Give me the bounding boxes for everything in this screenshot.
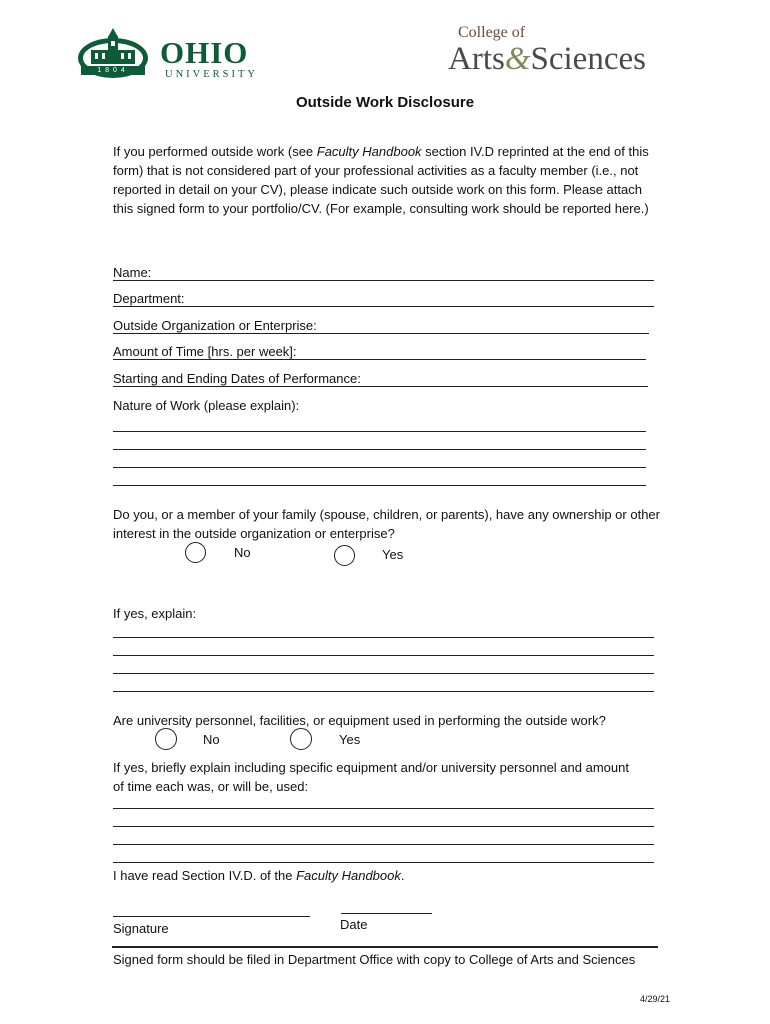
explain-line[interactable]: [113, 637, 654, 638]
explain-line[interactable]: [113, 826, 654, 827]
nature-line[interactable]: [113, 467, 646, 468]
nature-label: Nature of Work (please explain):: [113, 398, 300, 413]
footer-divider: [112, 946, 658, 948]
ack-text-2: .: [400, 868, 405, 883]
cas-wordmark: [448, 40, 646, 78]
resources-yes-label: Yes: [339, 732, 361, 747]
nature-line[interactable]: [113, 431, 646, 432]
time-label: Amount of Time [hrs. per week]:: [113, 344, 297, 359]
organization-label: Outside Organization or Enterprise:: [113, 318, 317, 333]
explain-line[interactable]: [113, 691, 654, 692]
acknowledgement: [113, 866, 405, 885]
signature-label: Signature: [113, 921, 169, 936]
nature-line[interactable]: [113, 449, 646, 450]
signature-line[interactable]: [113, 916, 310, 917]
ack-handbook: Faculty Handbook: [296, 868, 401, 883]
resources-question: Are university personnel, facilities, or equipment used in performing the outside work?: [113, 713, 606, 728]
nature-line[interactable]: [113, 485, 646, 486]
resources-yes-radio[interactable]: [290, 728, 312, 750]
ohio-university-wordmark: UNIVERSITY: [165, 69, 258, 80]
resources-explain-label: If yes, briefly explain including specific equipment and/or university personnel and amount of time each was, or will be, used:: [113, 760, 629, 794]
ack-text-1: I have read Section IV.D. of the: [113, 868, 297, 883]
ownership-yes-label: Yes: [382, 547, 404, 562]
dates-underline[interactable]: [113, 386, 648, 387]
intro-paragraph: [113, 142, 661, 218]
intro-text-2: section IV.D reprinted at the end of this form) that is not considered part of your professional activities as a faculty member (i.e., not reported in detail on your CV), please indicate such outside work on this form. Please attach this signed form to your portfolio/CV. (For example, consulting work should be reported here.): [113, 144, 649, 216]
department-underline[interactable]: [113, 306, 654, 307]
organization-underline[interactable]: [113, 333, 649, 334]
dates-label: Starting and Ending Dates of Performance:: [113, 371, 361, 386]
form-version-date: 4/29/21: [640, 994, 671, 1004]
explain-line[interactable]: [113, 862, 654, 863]
explain-line[interactable]: [113, 808, 654, 809]
page-title: Outside Work Disclosure: [295, 94, 475, 111]
cas-arts: Arts: [448, 41, 505, 77]
ownership-yes-radio[interactable]: [334, 545, 355, 566]
date-label: Date: [340, 917, 368, 932]
ownership-no-label: No: [234, 545, 251, 560]
intro-handbook: Faculty Handbook: [316, 144, 422, 159]
department-label: Department:: [113, 291, 185, 306]
footer-note: Signed form should be filed in Department Office with copy to College of Arts and Sciences: [113, 952, 636, 967]
ownership-no-radio[interactable]: [185, 542, 206, 563]
cas-college-of: College of: [458, 24, 526, 41]
date-line[interactable]: [341, 913, 432, 914]
cas-ampersand: &: [504, 41, 531, 77]
resources-no-label: No: [203, 732, 220, 747]
ohio-wordmark: OHIO: [160, 35, 249, 70]
name-label: Name:: [113, 265, 152, 280]
ohio-seal-year: 1804: [97, 67, 129, 74]
name-underline[interactable]: [113, 280, 654, 281]
resources-no-radio[interactable]: [155, 728, 177, 750]
cas-sciences: Sciences: [530, 41, 646, 77]
intro-text-1: If you performed outside work (see: [113, 144, 317, 159]
explain-line[interactable]: [113, 655, 654, 656]
explain-line[interactable]: [113, 673, 654, 674]
explain-line[interactable]: [113, 844, 654, 845]
time-underline[interactable]: [113, 359, 646, 360]
ownership-question: Do you, or a member of your family (spouse, children, or parents), have any ownership or other interest in the outside organization or enterprise?: [113, 507, 660, 541]
ownership-explain-label: If yes, explain:: [113, 606, 197, 621]
